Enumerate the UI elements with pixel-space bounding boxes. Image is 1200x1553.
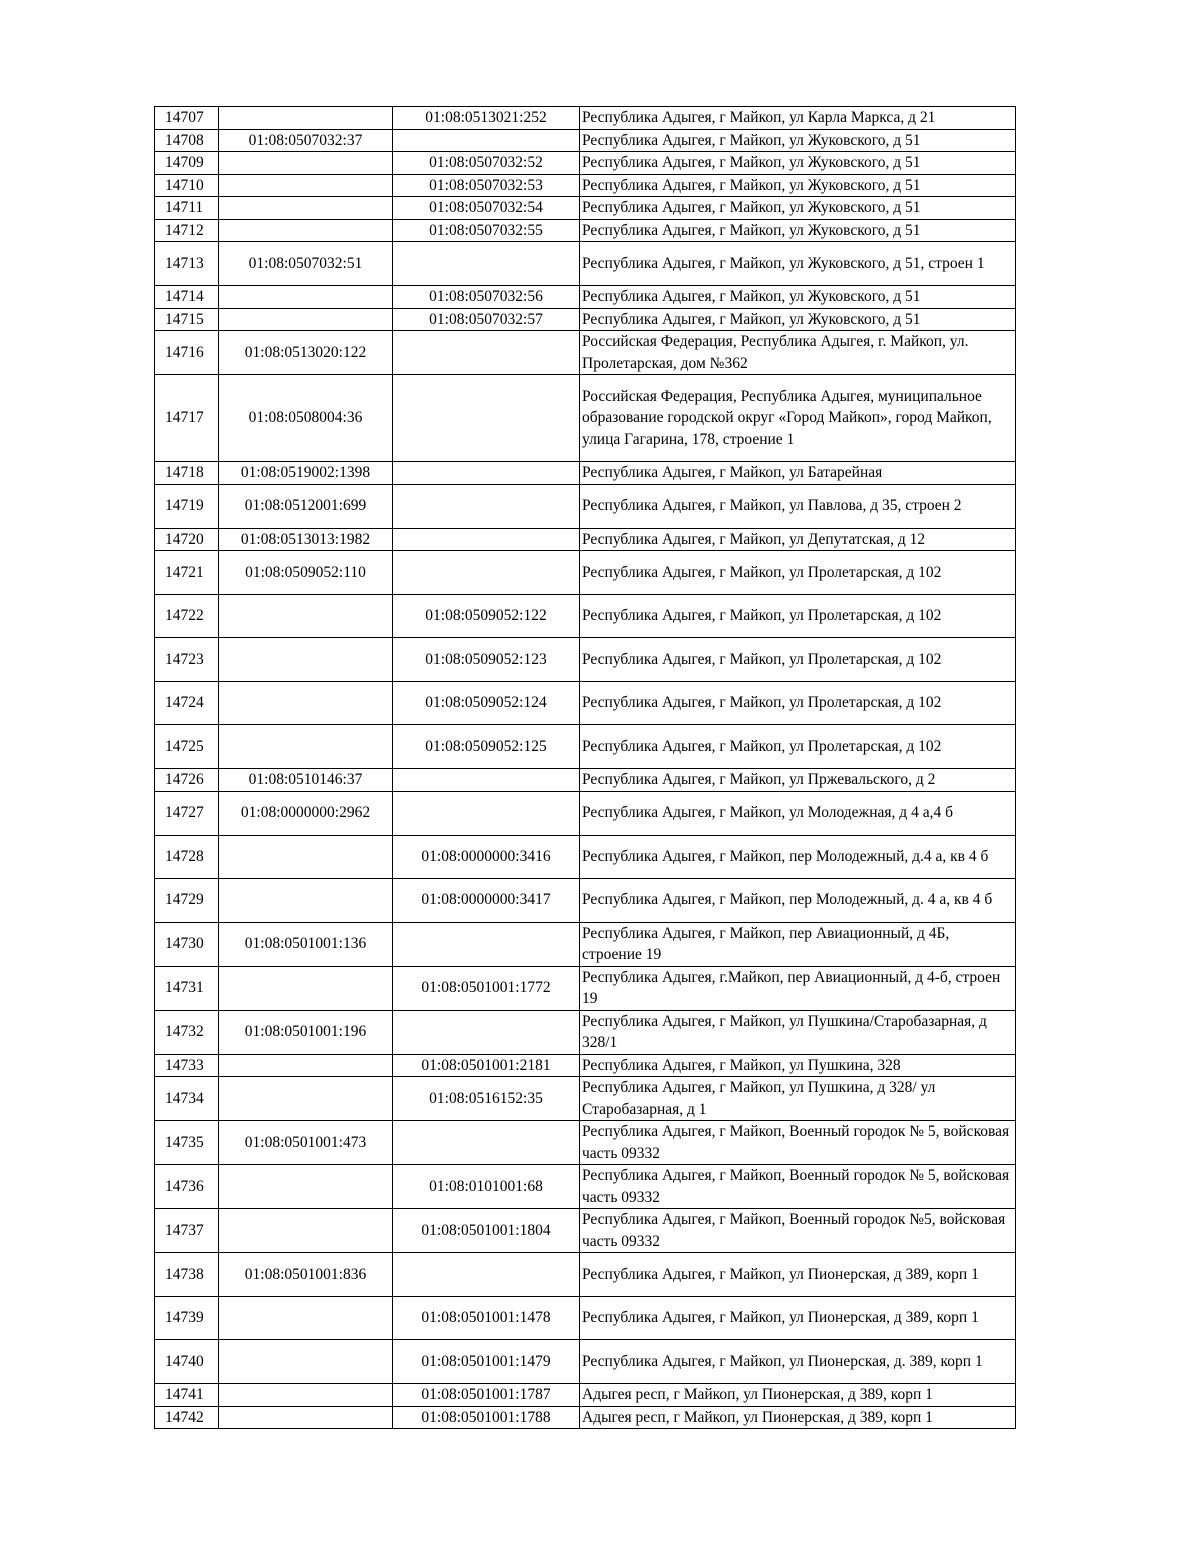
address-cell: Республика Адыгея, г Майкоп, ул Пионерская, д 389, корп 1 [580,1297,1016,1340]
cadastral-number-cell [219,1406,393,1429]
address-cell: Республика Адыгея, г Майкоп, Военный городок № 5, войсковая часть 09332 [580,1121,1016,1165]
table-body [155,107,1016,1429]
table-row [155,922,1016,966]
address-cell: Республика Адыгея, г Майкоп, ул Пушкина, 328 [580,1054,1016,1077]
row-number-cell: 14723 [155,638,219,682]
table-row [155,1253,1016,1297]
row-number-cell: 14740 [155,1340,219,1384]
row-number-cell: 14728 [155,835,219,878]
cadastral-table [154,106,1016,1429]
object-cadastral-number-cell: 01:08:0000000:3416 [393,835,580,878]
row-number-cell: 14726 [155,769,219,792]
cadastral-number-cell [219,197,393,220]
row-number-cell: 14731 [155,966,219,1010]
address-cell: Республика Адыгея, г Майкоп, ул Батарейная [580,462,1016,485]
table-row [155,462,1016,485]
cadastral-number-cell: 01:08:0501001:136 [219,922,393,966]
table-row [155,878,1016,922]
object-cadastral-number-cell: 01:08:0501001:1787 [393,1384,580,1407]
cadastral-number-cell: 01:08:0507032:37 [219,129,393,152]
address-cell: Республика Адыгея, г Майкоп, ул Пионерская, д. 389, корп 1 [580,1340,1016,1384]
address-cell: Республика Адыгея, г Майкоп, ул Пролетарская, д 102 [580,638,1016,682]
row-number-cell: 14736 [155,1165,219,1209]
table-row [155,1077,1016,1121]
row-number-cell: 14712 [155,219,219,242]
address-cell: Республика Адыгея, г Майкоп, ул Жуковского, д 51 [580,197,1016,220]
table-row [155,551,1016,595]
address-cell: Республика Адыгея, г Майкоп, ул Депутатская, д 12 [580,528,1016,551]
table-row [155,197,1016,220]
cadastral-number-cell: 01:08:0513013:1982 [219,528,393,551]
cadastral-number-cell [219,682,393,725]
table-row [155,638,1016,682]
row-number-cell: 14716 [155,331,219,375]
row-number-cell: 14713 [155,242,219,286]
object-cadastral-number-cell: 01:08:0507032:54 [393,197,580,220]
table-row [155,1121,1016,1165]
row-number-cell: 14717 [155,375,219,462]
address-cell: Адыгея респ, г Майкоп, ул Пионерская, д 389, корп 1 [580,1406,1016,1429]
row-number-cell: 14707 [155,107,219,130]
cadastral-number-cell: 01:08:0508004:36 [219,375,393,462]
object-cadastral-number-cell: 01:08:0507032:55 [393,219,580,242]
row-number-cell: 14734 [155,1077,219,1121]
table-row [155,1297,1016,1340]
cadastral-number-cell [219,638,393,682]
row-number-cell: 14727 [155,791,219,835]
row-number-cell: 14714 [155,286,219,309]
object-cadastral-number-cell [393,331,580,375]
row-number-cell: 14733 [155,1054,219,1077]
address-cell: Республика Адыгея, г Майкоп, ул Жуковского, д 51, строен 1 [580,242,1016,286]
table-row [155,242,1016,286]
address-cell: Республика Адыгея, г Майкоп, ул Карла Маркса, д 21 [580,107,1016,130]
row-number-cell: 14730 [155,922,219,966]
address-cell: Республика Адыгея, г Майкоп, ул Пушкина/Старобазарная, д 328/1 [580,1010,1016,1054]
object-cadastral-number-cell: 01:08:0507032:56 [393,286,580,309]
object-cadastral-number-cell [393,1253,580,1297]
table-row [155,1054,1016,1077]
cadastral-number-cell [219,835,393,878]
cadastral-number-cell: 01:08:0510146:37 [219,769,393,792]
cadastral-number-cell: 01:08:0513020:122 [219,331,393,375]
table-row [155,1406,1016,1429]
cadastral-number-cell: 01:08:0512001:699 [219,484,393,528]
table-row [155,152,1016,175]
table-row [155,791,1016,835]
table-row [155,375,1016,462]
cadastral-number-cell: 01:08:0501001:196 [219,1010,393,1054]
object-cadastral-number-cell: 01:08:0501001:2181 [393,1054,580,1077]
address-cell: Республика Адыгея, г Майкоп, пер Молодежный, д. 4 а, кв 4 б [580,878,1016,922]
address-cell: Республика Адыгея, г Майкоп, Военный городок №5, войсковая часть 09332 [580,1209,1016,1253]
cadastral-number-cell [219,308,393,331]
address-cell: Республика Адыгея, г Майкоп, ул Пролетарская, д 102 [580,682,1016,725]
object-cadastral-number-cell [393,129,580,152]
row-number-cell: 14721 [155,551,219,595]
address-cell: Республика Адыгея, г Майкоп, ул Павлова, д 35, строен 2 [580,484,1016,528]
object-cadastral-number-cell [393,1010,580,1054]
cadastral-number-cell [219,1297,393,1340]
row-number-cell: 14742 [155,1406,219,1429]
table-row [155,331,1016,375]
address-cell: Республика Адыгея, г Майкоп, ул Пионерская, д 389, корп 1 [580,1253,1016,1297]
object-cadastral-number-cell [393,484,580,528]
object-cadastral-number-cell: 01:08:0501001:1804 [393,1209,580,1253]
object-cadastral-number-cell [393,922,580,966]
address-cell: Республика Адыгея, г Майкоп, ул Жуковского, д 51 [580,129,1016,152]
object-cadastral-number-cell: 01:08:0507032:57 [393,308,580,331]
address-cell: Республика Адыгея, г Майкоп, ул Пржевальского, д 2 [580,769,1016,792]
cadastral-number-cell [219,174,393,197]
object-cadastral-number-cell [393,375,580,462]
address-cell: Республика Адыгея, г Майкоп, ул Пролетарская, д 102 [580,725,1016,769]
address-cell: Республика Адыгея, г Майкоп, ул Пролетарская, д 102 [580,551,1016,595]
table-row [155,286,1016,309]
cadastral-number-cell [219,1077,393,1121]
row-number-cell: 14737 [155,1209,219,1253]
cadastral-number-cell: 01:08:0000000:2962 [219,791,393,835]
table-row [155,219,1016,242]
cadastral-number-cell [219,1384,393,1407]
address-cell: Республика Адыгея, г Майкоп, пер Авиационный, д 4Б, строение 19 [580,922,1016,966]
address-cell: Республика Адыгея, г Майкоп, ул Жуковского, д 51 [580,308,1016,331]
address-cell: Республика Адыгея, г Майкоп, ул Жуковского, д 51 [580,174,1016,197]
cadastral-number-cell: 01:08:0507032:51 [219,242,393,286]
cadastral-number-cell [219,219,393,242]
row-number-cell: 14732 [155,1010,219,1054]
object-cadastral-number-cell: 01:08:0501001:1772 [393,966,580,1010]
row-number-cell: 14741 [155,1384,219,1407]
row-number-cell: 14718 [155,462,219,485]
address-cell: Адыгея респ, г Майкоп, ул Пионерская, д 389, корп 1 [580,1384,1016,1407]
object-cadastral-number-cell [393,462,580,485]
row-number-cell: 14738 [155,1253,219,1297]
table-row [155,129,1016,152]
row-number-cell: 14720 [155,528,219,551]
table-row [155,1209,1016,1253]
row-number-cell: 14709 [155,152,219,175]
object-cadastral-number-cell [393,242,580,286]
object-cadastral-number-cell: 01:08:0507032:52 [393,152,580,175]
table-row [155,1384,1016,1407]
object-cadastral-number-cell: 01:08:0507032:53 [393,174,580,197]
object-cadastral-number-cell: 01:08:0501001:1478 [393,1297,580,1340]
row-number-cell: 14711 [155,197,219,220]
table-row [155,725,1016,769]
row-number-cell: 14710 [155,174,219,197]
cadastral-number-cell [219,1209,393,1253]
cadastral-number-cell: 01:08:0509052:110 [219,551,393,595]
object-cadastral-number-cell [393,769,580,792]
cadastral-number-cell: 01:08:0519002:1398 [219,462,393,485]
cadastral-number-cell [219,286,393,309]
table-row [155,1340,1016,1384]
cadastral-number-cell [219,1054,393,1077]
cadastral-number-cell [219,1165,393,1209]
cadastral-number-cell [219,107,393,130]
cadastral-number-cell [219,1340,393,1384]
address-cell: Республика Адыгея, г Майкоп, ул Жуковского, д 51 [580,286,1016,309]
object-cadastral-number-cell: 01:08:0513021:252 [393,107,580,130]
cadastral-number-cell [219,595,393,638]
table-row [155,966,1016,1010]
address-cell: Республика Адыгея, г.Майкоп, пер Авиационный, д 4-б, строен 19 [580,966,1016,1010]
table-row [155,769,1016,792]
row-number-cell: 14729 [155,878,219,922]
object-cadastral-number-cell: 01:08:0101001:68 [393,1165,580,1209]
row-number-cell: 14708 [155,129,219,152]
row-number-cell: 14719 [155,484,219,528]
row-number-cell: 14735 [155,1121,219,1165]
address-cell: Республика Адыгея, г Майкоп, Военный городок № 5, войсковая часть 09332 [580,1165,1016,1209]
cadastral-number-cell [219,152,393,175]
object-cadastral-number-cell [393,551,580,595]
object-cadastral-number-cell: 01:08:0000000:3417 [393,878,580,922]
address-cell: Российская Федерация, Республика Адыгея, муниципальное образование городской округ «Город Майкоп», город Майкоп, улица Гагарина, 178, строение 1 [580,375,1016,462]
table-row [155,595,1016,638]
address-cell: Российская Федерация, Республика Адыгея, г. Майкоп, ул. Пролетарская, дом №362 [580,331,1016,375]
object-cadastral-number-cell: 01:08:0509052:125 [393,725,580,769]
cadastral-number-cell [219,725,393,769]
object-cadastral-number-cell: 01:08:0501001:1479 [393,1340,580,1384]
row-number-cell: 14724 [155,682,219,725]
address-cell: Республика Адыгея, г Майкоп, ул Пушкина, д 328/ ул Старобазарная, д 1 [580,1077,1016,1121]
object-cadastral-number-cell: 01:08:0509052:123 [393,638,580,682]
row-number-cell: 14725 [155,725,219,769]
object-cadastral-number-cell [393,1121,580,1165]
row-number-cell: 14715 [155,308,219,331]
table-row [155,528,1016,551]
object-cadastral-number-cell: 01:08:0516152:35 [393,1077,580,1121]
row-number-cell: 14739 [155,1297,219,1340]
cadastral-number-cell: 01:08:0501001:473 [219,1121,393,1165]
cadastral-number-cell [219,878,393,922]
row-number-cell: 14722 [155,595,219,638]
table-row [155,484,1016,528]
address-cell: Республика Адыгея, г Майкоп, ул Жуковского, д 51 [580,219,1016,242]
cadastral-number-cell: 01:08:0501001:836 [219,1253,393,1297]
address-cell: Республика Адыгея, г Майкоп, пер Молодежный, д.4 а, кв 4 б [580,835,1016,878]
table-row [155,174,1016,197]
table-row [155,682,1016,725]
table-row [155,308,1016,331]
object-cadastral-number-cell [393,528,580,551]
object-cadastral-number-cell: 01:08:0501001:1788 [393,1406,580,1429]
object-cadastral-number-cell: 01:08:0509052:124 [393,682,580,725]
address-cell: Республика Адыгея, г Майкоп, ул Пролетарская, д 102 [580,595,1016,638]
object-cadastral-number-cell: 01:08:0509052:122 [393,595,580,638]
table-row [155,1165,1016,1209]
cadastral-number-cell [219,966,393,1010]
table-row [155,107,1016,130]
object-cadastral-number-cell [393,791,580,835]
table-row [155,835,1016,878]
table-row [155,1010,1016,1054]
address-cell: Республика Адыгея, г Майкоп, ул Жуковского, д 51 [580,152,1016,175]
address-cell: Республика Адыгея, г Майкоп, ул Молодежная, д 4 а,4 б [580,791,1016,835]
